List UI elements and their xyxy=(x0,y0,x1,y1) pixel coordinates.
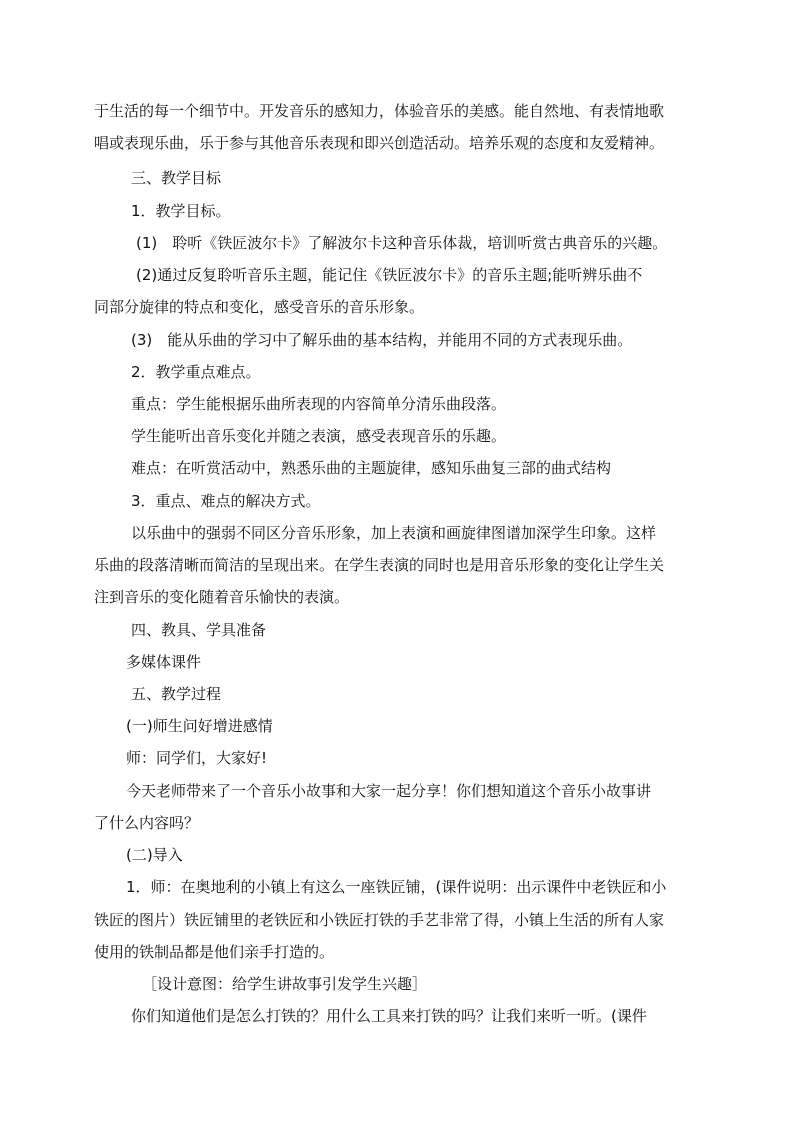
body-text-line: 于生活的每一个细节中。开发音乐的感知力，体验音乐的美感。能自然地、有表情地歌 xyxy=(94,102,665,120)
section-heading: 三、教学目标 xyxy=(131,169,222,187)
body-text-line: 学生能听出音乐变化并随之表演，感受表现音乐的乐趣。 xyxy=(131,427,507,445)
subsection-heading: 2．教学重点难点。 xyxy=(131,363,261,381)
body-text-line: 注到音乐的变化随着音乐愉快的表演。 xyxy=(94,588,350,606)
body-text-line: 重点：学生能根据乐曲所表现的内容简单分清乐曲段落。 xyxy=(131,395,507,413)
body-text-line: 乐曲的段落清晰而简洁的呈现出来。在学生表演的同时也是用音乐形象的变化让学生关 xyxy=(94,556,665,574)
body-text-line: 多媒体课件 xyxy=(126,653,202,671)
subsection-heading: 3．重点、难点的解决方式。 xyxy=(131,492,321,510)
design-intent-note: ［设计意图：给学生讲故事引发学生兴趣］ xyxy=(142,975,428,993)
body-text-line: 同部分旋律的特点和变化，感受音乐的音乐形象。 xyxy=(94,298,425,316)
body-text-line: 你们知道他们是怎么打铁的？用什么工具来打铁的吗？让我们来听一听。(课件 xyxy=(131,1007,647,1025)
list-item: (2)通过反复聆听音乐主题，能记住《铁匠波尔卡》的音乐主题;能听辨乐曲不 xyxy=(136,266,643,284)
body-text-line: 使用的铁制品都是他们亲手打造的。 xyxy=(94,943,335,961)
subsection-heading: (二)导入 xyxy=(126,846,183,864)
body-text-line: 铁匠的图片）铁匠铺里的老铁匠和小铁匠打铁的手艺非常了得，小镇上生活的所有人家 xyxy=(94,911,665,929)
body-text-line: 唱或表现乐曲，乐于参与其他音乐表现和即兴创造活动。培养乐观的态度和友爱精神。 xyxy=(94,134,665,152)
subsection-heading: 1．教学目标。 xyxy=(131,202,231,220)
body-text-line: 了什么内容吗？ xyxy=(94,814,200,832)
section-heading: 四、教具、学具准备 xyxy=(131,621,267,639)
list-item: (3) 能从乐曲的学习中了解乐曲的基本结构，并能用不同的方式表现乐曲。 xyxy=(131,331,633,349)
body-text-line: 今天老师带来了一个音乐小故事和大家一起分享！你们想知道这个音乐小故事讲 xyxy=(126,782,652,800)
list-item: (1) 聆听《铁匠波尔卡》了解波尔卡这种音乐体裁，培训听赏古典音乐的兴趣。 xyxy=(136,234,668,252)
body-text-line: 1．师：在奥地利的小镇上有这么一座铁匠铺，(课件说明：出示课件中老铁匠和小 xyxy=(126,878,667,896)
section-heading: 五、教学过程 xyxy=(131,685,222,703)
body-text-line: 难点：在听赏活动中，熟悉乐曲的主题旋律，感知乐曲复三部的曲式结构 xyxy=(131,459,612,477)
body-text-line: 师：同学们，大家好! xyxy=(126,749,268,767)
body-text-line: 以乐曲中的强弱不同区分音乐形象，加上表演和画旋律图谱加深学生印象。这样 xyxy=(131,524,657,542)
subsection-heading: (一)师生问好增进感情 xyxy=(126,717,273,735)
